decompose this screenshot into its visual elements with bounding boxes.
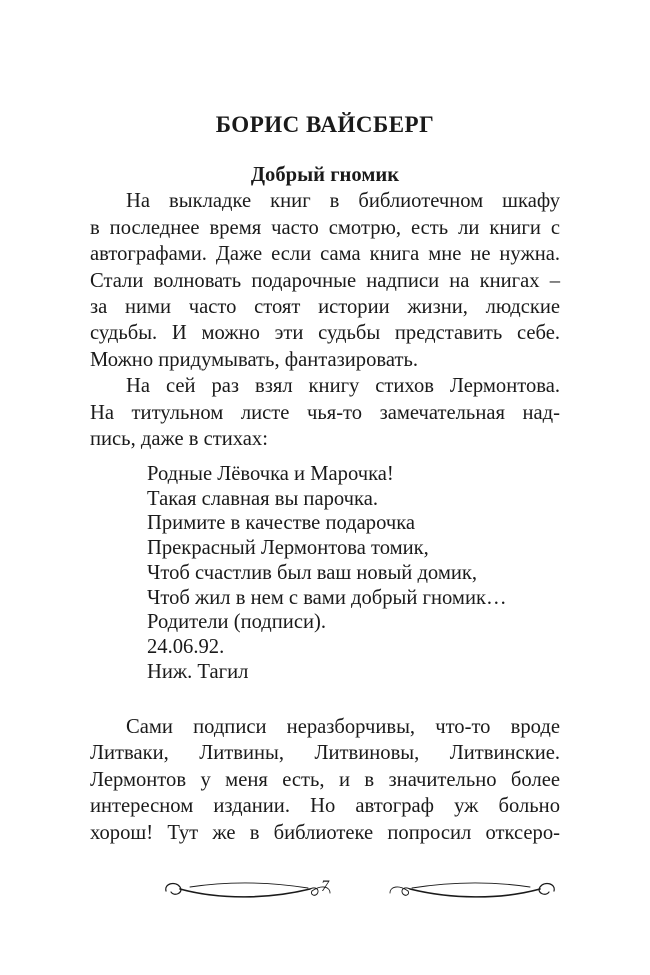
- page-number: 7: [321, 878, 329, 895]
- poem-line: Чтоб счастлив был ваш новый домик,: [147, 561, 478, 584]
- story-title: Добрый гномик: [250, 164, 400, 186]
- bottom-text-block: [90, 714, 560, 846]
- text-line: в последнее время часто смотрю, есть ли книги с: [90, 216, 560, 239]
- poem-line: Такая славная вы парочка.: [147, 487, 378, 510]
- poem-line: Родители (подписи).: [147, 611, 326, 634]
- text-line: Литваки, Литвины, Литвиновы, Литвинские.: [90, 742, 560, 765]
- text-line: за ними часто стоят истории жизни, людские: [90, 296, 560, 319]
- poem-line: Чтоб жил в нем с вами добрый гномик…: [147, 586, 507, 609]
- text-line: На выкладке книг в библиотечном шкафу: [126, 190, 560, 213]
- text-line: Лермонтов у меня есть, и в значительно более: [90, 768, 560, 791]
- inscription-poem: [147, 462, 567, 684]
- text-line: На титульном листе чья-то замечательная над-: [90, 401, 560, 424]
- text-line: пись, даже в стихах:: [90, 428, 268, 451]
- poem-line: 24.06.92.: [147, 635, 225, 658]
- author-heading: БОРИС ВАЙСБЕРГ: [215, 112, 435, 137]
- text-line: На сей раз взял книгу стихов Лермонтова.: [126, 375, 560, 398]
- text-line: судьбы. И можно эти судьбы представить себе.: [90, 322, 560, 345]
- text-line: Можно придумывать, фантазировать.: [90, 348, 418, 371]
- text-line: Сами подписи неразборчивы, что-то вроде: [126, 716, 560, 738]
- text-line: Стали волновать подарочные надписи на книгах –: [90, 269, 560, 292]
- top-text-block: [90, 162, 560, 452]
- text-line: интересном издании. Но автограф уж больно: [90, 795, 560, 818]
- text-line: хорош! Тут же в библиотеке попросил отксеро-: [90, 821, 560, 844]
- text-line: автографами. Даже если сама книга мне не нужна.: [90, 243, 560, 266]
- poem-line: Родные Лёвочка и Марочка!: [147, 463, 394, 485]
- poem-line: Ниж. Тагил: [147, 660, 249, 683]
- poem-line: Примите в качестве подарочка: [147, 512, 416, 535]
- poem-line: Прекрасный Лермонтова томик,: [147, 537, 429, 560]
